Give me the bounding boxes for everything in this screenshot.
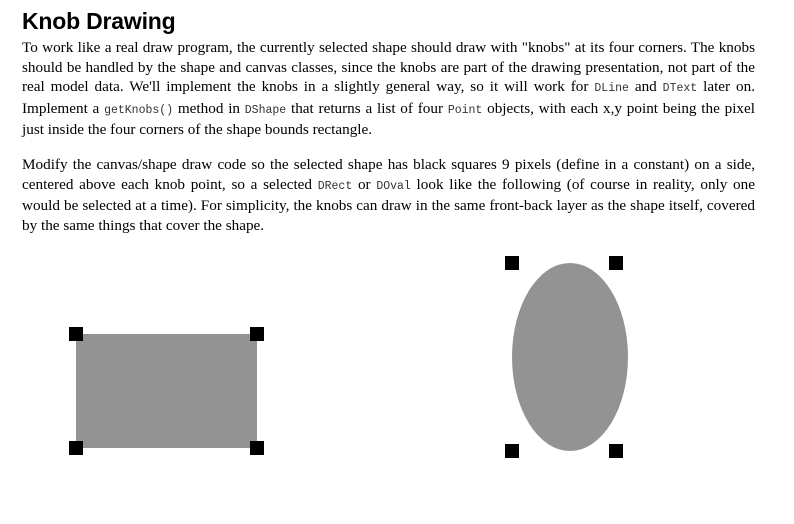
text-run: method in bbox=[173, 99, 245, 117]
code-point: Point bbox=[447, 103, 483, 117]
text-run: objects, with each x,y point being the pixel just inside the four corners of the shape bounds rectangle. bbox=[22, 99, 755, 138]
code-dshape: DShape bbox=[244, 103, 287, 117]
selected-oval-shape bbox=[512, 263, 628, 451]
text-run: later on. Implement a bbox=[22, 78, 755, 117]
text-run: To work like a real draw program, the currently selected shape should draw with "knobs" at its four corners. The knobs should be handled by the shape and canvas classes, since the knobs are part of the drawing presentation, not part of the real model data. We'll implement the knobs in a slightly general way, so it will work for bbox=[22, 39, 755, 95]
text-run: that returns a list of four bbox=[286, 99, 448, 117]
text-run: look like the following (of course in reality, only one would be selected at a time). For simplicity, the knobs can draw in the same front-back layer as the shape itself, covered by the same things that cover the shape. bbox=[22, 175, 755, 234]
oval-knob-bottom-left bbox=[505, 444, 519, 458]
code-dline: DLine bbox=[594, 82, 629, 95]
code-doval: DOval bbox=[376, 179, 411, 193]
text-run: or bbox=[352, 175, 377, 193]
rect-knob-bottom-left bbox=[69, 441, 83, 455]
text-run: Modify the canvas/shape draw code so the selected shape has black squares 9 pixels (define in a constant) on a side, centered above each knob point, so a selected bbox=[22, 156, 755, 193]
page-heading: Knob Drawing bbox=[22, 8, 176, 34]
paragraph-draw-code bbox=[22, 155, 755, 235]
text-run: and bbox=[628, 78, 663, 95]
oval-knob-top-left bbox=[505, 256, 519, 270]
oval-knob-bottom-right bbox=[609, 444, 623, 458]
selected-rectangle-shape bbox=[76, 334, 257, 448]
rect-knob-top-right bbox=[250, 327, 264, 341]
rect-knob-top-left bbox=[69, 327, 83, 341]
rect-knob-bottom-right bbox=[250, 441, 264, 455]
code-getknobs: getKnobs() bbox=[104, 103, 174, 117]
paragraph-knobs-intro bbox=[22, 38, 755, 140]
code-drect: DRect bbox=[317, 179, 353, 193]
code-dtext: DText bbox=[662, 82, 698, 95]
oval-knob-top-right bbox=[609, 256, 623, 270]
example-canvas bbox=[0, 240, 794, 520]
